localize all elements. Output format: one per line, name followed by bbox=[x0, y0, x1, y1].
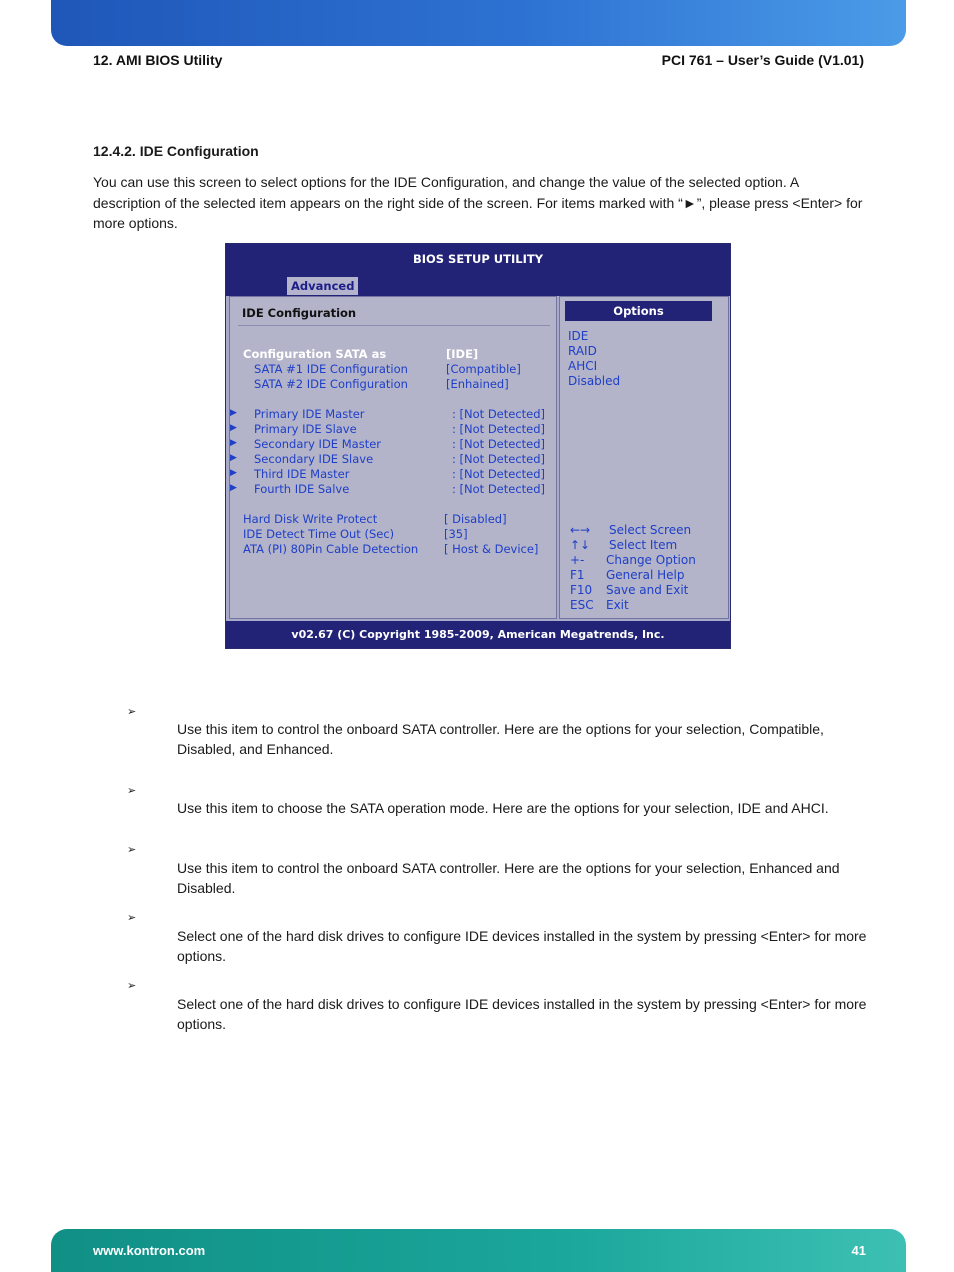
secondary-ide-slave-label[interactable]: Secondary IDE Slave bbox=[254, 452, 374, 466]
bullet-icon: ➢ bbox=[127, 785, 137, 797]
description-5: Select one of the hard disk drives to configure IDE devices installed in the system by pressing <Enter> for more options. bbox=[177, 996, 867, 1032]
third-ide-master-label[interactable]: Third IDE Master bbox=[254, 467, 350, 481]
bios-screenshot bbox=[225, 243, 731, 649]
description-2: Use this item to choose the SATA operation mode. Here are the options for your selection, IDE and AHCI. bbox=[177, 800, 829, 816]
primary-ide-slave-value: : [Not Detected] bbox=[452, 422, 546, 436]
key-select-item: ↑↓ bbox=[570, 538, 591, 552]
key-esc-action: Exit bbox=[606, 598, 629, 612]
config-sata-as-value[interactable]: [IDE] bbox=[446, 347, 479, 361]
top-decorative-band bbox=[51, 0, 906, 46]
bios-title-bar bbox=[226, 244, 730, 296]
submenu-arrow-icon: ▶ bbox=[230, 483, 237, 493]
bios-copyright: v02.67 (C) Copyright 1985-2009, American Megatrends, Inc. bbox=[226, 621, 730, 648]
website-link[interactable]: www.kontron.com bbox=[93, 1243, 206, 1258]
options-title: Options bbox=[565, 301, 712, 321]
third-ide-master-value: : [Not Detected] bbox=[452, 467, 546, 481]
submenu-arrow-icon: ▶ bbox=[230, 438, 237, 448]
option-disabled[interactable]: Disabled bbox=[568, 374, 621, 388]
hdd-write-protect-label[interactable]: Hard Disk Write Protect bbox=[243, 512, 378, 526]
secondary-ide-master-value: : [Not Detected] bbox=[452, 437, 546, 451]
bullet-icon: ➢ bbox=[127, 912, 137, 924]
key-select-item-action: Select Item bbox=[609, 538, 678, 552]
submenu-arrow-icon: ▶ bbox=[230, 423, 237, 433]
key-select-screen: ←→ bbox=[570, 523, 591, 537]
primary-ide-master-value: : [Not Detected] bbox=[452, 407, 546, 421]
secondary-ide-slave-value: : [Not Detected] bbox=[452, 452, 546, 466]
fourth-ide-slave-label[interactable]: Fourth IDE Salve bbox=[254, 482, 350, 496]
bullet-icon: ➢ bbox=[127, 844, 137, 856]
bios-main-panel bbox=[229, 296, 557, 619]
sata2-ide-config-label[interactable]: SATA #2 IDE Configuration bbox=[254, 377, 408, 391]
key-f10: F10 bbox=[570, 583, 593, 597]
bios-panel-heading: IDE Configuration bbox=[242, 306, 357, 320]
secondary-ide-master-label[interactable]: Secondary IDE Master bbox=[254, 437, 381, 451]
option-ide[interactable]: IDE bbox=[568, 329, 589, 343]
bullet-icon: ➢ bbox=[127, 706, 137, 718]
sata1-ide-config-value[interactable]: [Compatible] bbox=[446, 362, 521, 376]
submenu-arrow-icon: ▶ bbox=[230, 453, 237, 463]
key-change-option: +- bbox=[570, 553, 585, 567]
key-f1-action: General Help bbox=[606, 568, 685, 582]
guide-header: PCI 761 – User’s Guide (V1.01) bbox=[661, 52, 864, 68]
bios-options-panel bbox=[559, 296, 729, 619]
chapter-header: 12. AMI BIOS Utility bbox=[93, 52, 223, 68]
tab-advanced[interactable]: Advanced bbox=[287, 277, 358, 295]
submenu-arrow-icon: ▶ bbox=[230, 468, 237, 478]
key-select-screen-action: Select Screen bbox=[609, 523, 692, 537]
cable-detection-label[interactable]: ATA (PI) 80Pin Cable Detection bbox=[243, 542, 419, 556]
sata1-ide-config-label[interactable]: SATA #1 IDE Configuration bbox=[254, 362, 408, 376]
ide-detect-timeout-label[interactable]: IDE Detect Time Out (Sec) bbox=[243, 527, 395, 541]
fourth-ide-slave-value: : [Not Detected] bbox=[452, 482, 546, 496]
primary-ide-slave-label[interactable]: Primary IDE Slave bbox=[254, 422, 357, 436]
primary-ide-master-label[interactable]: Primary IDE Master bbox=[254, 407, 365, 421]
key-f1: F1 bbox=[570, 568, 585, 582]
section-title: 12.4.2. IDE Configuration bbox=[93, 143, 259, 159]
submenu-arrow-icon: ▶ bbox=[230, 408, 237, 418]
intro-paragraph: You can use this screen to select options for the IDE Configuration, and change the value of the selected option. A description of the selected item appears on the right side of the screen. For items marked with “►”, please press <Enter> for more options. bbox=[93, 174, 863, 231]
description-4: Select one of the hard disk drives to configure IDE devices installed in the system by pressing <Enter> for more options. bbox=[177, 928, 867, 964]
divider bbox=[238, 325, 550, 326]
description-1: Use this item to control the onboard SATA controller. Here are the options for your selection, Compatible, Disabled, and Enhanced. bbox=[177, 721, 824, 757]
key-change-option-action: Change Option bbox=[606, 553, 696, 567]
description-3: Use this item to control the onboard SATA controller. Here are the options for your selection, Enhanced and Disabled. bbox=[177, 860, 840, 896]
sata2-ide-config-value[interactable]: [Enhained] bbox=[446, 377, 509, 391]
ide-detect-timeout-value[interactable]: [35] bbox=[444, 527, 468, 541]
option-raid[interactable]: RAID bbox=[568, 344, 597, 358]
option-ahci[interactable]: AHCI bbox=[568, 359, 598, 373]
hdd-write-protect-value[interactable]: [ Disabled] bbox=[444, 512, 507, 526]
page-number: 41 bbox=[851, 1243, 866, 1258]
config-sata-as-label[interactable]: Configuration SATA as bbox=[243, 347, 387, 361]
bios-title: BIOS SETUP UTILITY bbox=[412, 252, 544, 266]
bullet-icon: ➢ bbox=[127, 980, 137, 992]
key-f10-action: Save and Exit bbox=[606, 583, 689, 597]
key-esc: ESC bbox=[570, 598, 594, 612]
cable-detection-value[interactable]: [ Host & Device] bbox=[444, 542, 539, 556]
